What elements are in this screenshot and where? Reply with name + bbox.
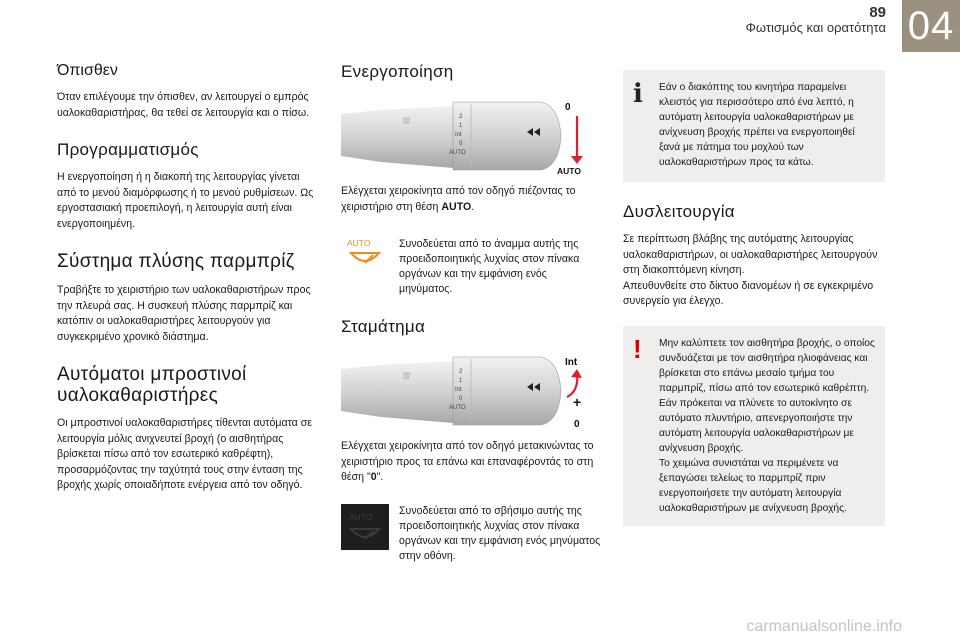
stop-text-suffix: ". (376, 471, 384, 483)
stop-note-text: Συνοδεύεται από το σβήσιμο αυτής της προειδοποιητικής λυχνίας στον πίνακα οργάνων και την εμφάνιση ενός μηνύματος στην οθόνη. (399, 504, 601, 562)
washer-symbol: ⛆ (403, 117, 411, 127)
auto-wipers-title-line2: υαλοκαθαριστήρες (57, 385, 219, 406)
scale-label-auto: AUTO (449, 150, 466, 156)
auto-wiper-off-icon (341, 504, 389, 550)
stop-text (341, 439, 603, 486)
malfunction-title: Δυσλειτουργία (623, 202, 735, 221)
scale-label-1: 1 (459, 123, 463, 129)
column-1 (57, 62, 319, 513)
chapter-title: Φωτισμός και ορατότητα (745, 20, 886, 35)
auto-wipers-text: Οι μπροστινοί υαλοκαθαριστήρες τίθενται αυτόματα σε λειτουργία μόλις ανιχνευτεί βροχή (ο αισθητήρας βρίσκεται πίσω από τον εσωτερικό καθρέφτη), προσαρμόζοντας την ταχύτητά τους στην ένταση της βροχής χωρίς οποιαδήποτε ενέργεια από τον οδηγό. (57, 417, 312, 491)
programming-text: Η ενεργοποίηση ή η διακοπή της λειτουργίας γίνεται από το μενού διαμόρφωσης ή το μενού ρυθμίσεων. Ως εργοστασιακή προεπιλογή, η λειτουργία αυτή είναι ενεργοποιημένη. (57, 171, 314, 230)
stop-scale-label-2: 2 (459, 369, 463, 375)
stop-text-bold: 0 (370, 471, 377, 483)
scale-label-2: 2 (459, 114, 463, 120)
activation-text-prefix: Ελέγχεται χειροκίνητα από τον οδηγό πιέζοντας το χειριστήριο στη θέση (341, 185, 576, 213)
malfunction-text-2: Απευθυνθείτε στο δίκτυο διανομέων ή σε εγκεκριμένο συνεργείο για έλεγχο. (623, 279, 874, 307)
washer-text: Τραβήξτε το χειριστήριο των υαλοκαθαριστήρων προς την πλευρά σας. Η συσκευή πλύσης παρμπρίζ και κατόπιν οι υαλοκαθαριστήρες λειτουργούν για συγκεκριμένο χρονικό διάστημα. (57, 284, 311, 343)
chapter-tab: 04 (902, 0, 960, 52)
activation-title: Ενεργοποίηση (341, 62, 454, 81)
stop-note (341, 504, 603, 564)
programming-title: Προγραμματισμός (57, 140, 199, 159)
warning-icon: ! (633, 333, 642, 364)
wiper-stalk-illustration (341, 96, 591, 176)
auto-icon-label: AUTO (347, 238, 371, 248)
warning-paragraph-2: Εάν πρόκειται να πλύνετε το αυτοκίνητο σε αυτόματο πλυντήριο, απενεργοποιήστε την αυτόματη λειτουργία υαλοκαθαριστήρων με ανίχνευση βροχής. (659, 397, 854, 454)
malfunction-text-1: Σε περίπτωση βλάβης της αυτόματης λειτουργίας υαλοκαθαριστήρων, οι υαλοκαθαριστήρες λειτουργούν στη διακοπτόμενη κίνηση. (623, 233, 878, 276)
warning-paragraph-1: Μην καλύπτετε τον αισθητήρα βροχής, ο οποίος συνδυάζεται με τον αισθητήρα ηλιοφάνειας και βρίσκεται στο επάνω μεσαίο τμήμα του παρμπρίζ, πίσω από τον εσωτερικό καθρέπτη. (659, 337, 875, 394)
column-3 (623, 70, 885, 526)
rear-section (57, 62, 319, 121)
scale-label-0: 0 (459, 141, 463, 147)
warning-paragraph-3: Το χειμώνα συνιστάται να περιμένετε να ξεπαγώσει τελείως το παρμπρίζ πριν ενεργοποιήσετε την αυτόματη λειτουργία υαλοκαθαριστήρων με ανίχνευση βροχής. (659, 457, 847, 514)
activation-note-text: Συνοδεύεται από το άναμμα αυτής της προειδοποιητικής λυχνίας στον πίνακα οργάνων και την εμφάνιση ενός μηνύματος. (399, 238, 580, 295)
wiper-stalk-illustration-stop (341, 351, 591, 431)
stop-scale-label-auto: AUTO (449, 405, 466, 411)
rear-text: Όταν επιλέγουμε την όπισθεν, αν λειτουργεί ο εμπρός υαλοκαθαριστήρας, θα τεθεί σε λειτουργία και ο πίσω. (57, 91, 310, 119)
activation-diagram (341, 96, 591, 176)
auto-wipers-title-line1: Αυτόματοι μπροστινοί (57, 364, 247, 385)
washer-section (57, 251, 319, 345)
info-text: Εάν ο διακόπτης του κινητήρα παραμείνει κλειστός για περισσότερο από ένα λεπτό, η αυτόματη λειτουργία υαλοκαθαριστήρων με ανίχνευση βροχής πρέπει να ενεργοποιηθεί ξανά με πάτημα του μοχλού των υαλοκαθαριστήρων προς τα κάτω. (659, 82, 855, 168)
column-2 (341, 62, 603, 564)
auto-wipers-section (57, 364, 319, 494)
stop-title: Σταμάτημα (341, 317, 426, 336)
programming-section (57, 140, 319, 232)
info-box (623, 70, 885, 182)
scale-label-int: Int (455, 132, 462, 138)
rear-title: Όπισθεν (57, 62, 118, 79)
auto-wiper-warning-icon (341, 237, 389, 271)
activation-note (341, 237, 603, 297)
stop-scale-label-1: 1 (459, 378, 463, 384)
washer-title: Σύστημα πλύσης παρμπρίζ (57, 251, 295, 272)
activation-text (341, 184, 603, 215)
position-0-label: 0 (565, 102, 571, 113)
position-auto-label: AUTO (557, 166, 581, 176)
page-number: 89 (869, 4, 886, 21)
position-int-label: Int (565, 357, 578, 368)
stop-text-prefix: Ελέγχεται χειροκίνητα από τον οδηγό μετακινώντας το χειριστήριο προς τα επάνω και επαναφέροντάς το στη θέση " (341, 440, 594, 483)
watermark: carmanualsonline.info (746, 618, 902, 635)
warning-box (623, 326, 885, 526)
warning-content (659, 336, 875, 516)
auto-wipers-title (57, 364, 319, 406)
auto-off-icon-label: AUTO (349, 511, 373, 522)
activation-text-suffix: . (471, 200, 475, 213)
activation-text-bold: AUTO (441, 200, 472, 213)
info-icon: ℹ (633, 79, 643, 108)
stop-scale-label-int: Int (455, 387, 462, 393)
position-0-stop-label: 0 (574, 419, 580, 430)
stop-diagram (341, 351, 591, 431)
stop-scale-label-0: 0 (459, 396, 463, 402)
plus-label: + (573, 394, 582, 410)
washer-symbol-stop: ⛆ (403, 372, 411, 382)
